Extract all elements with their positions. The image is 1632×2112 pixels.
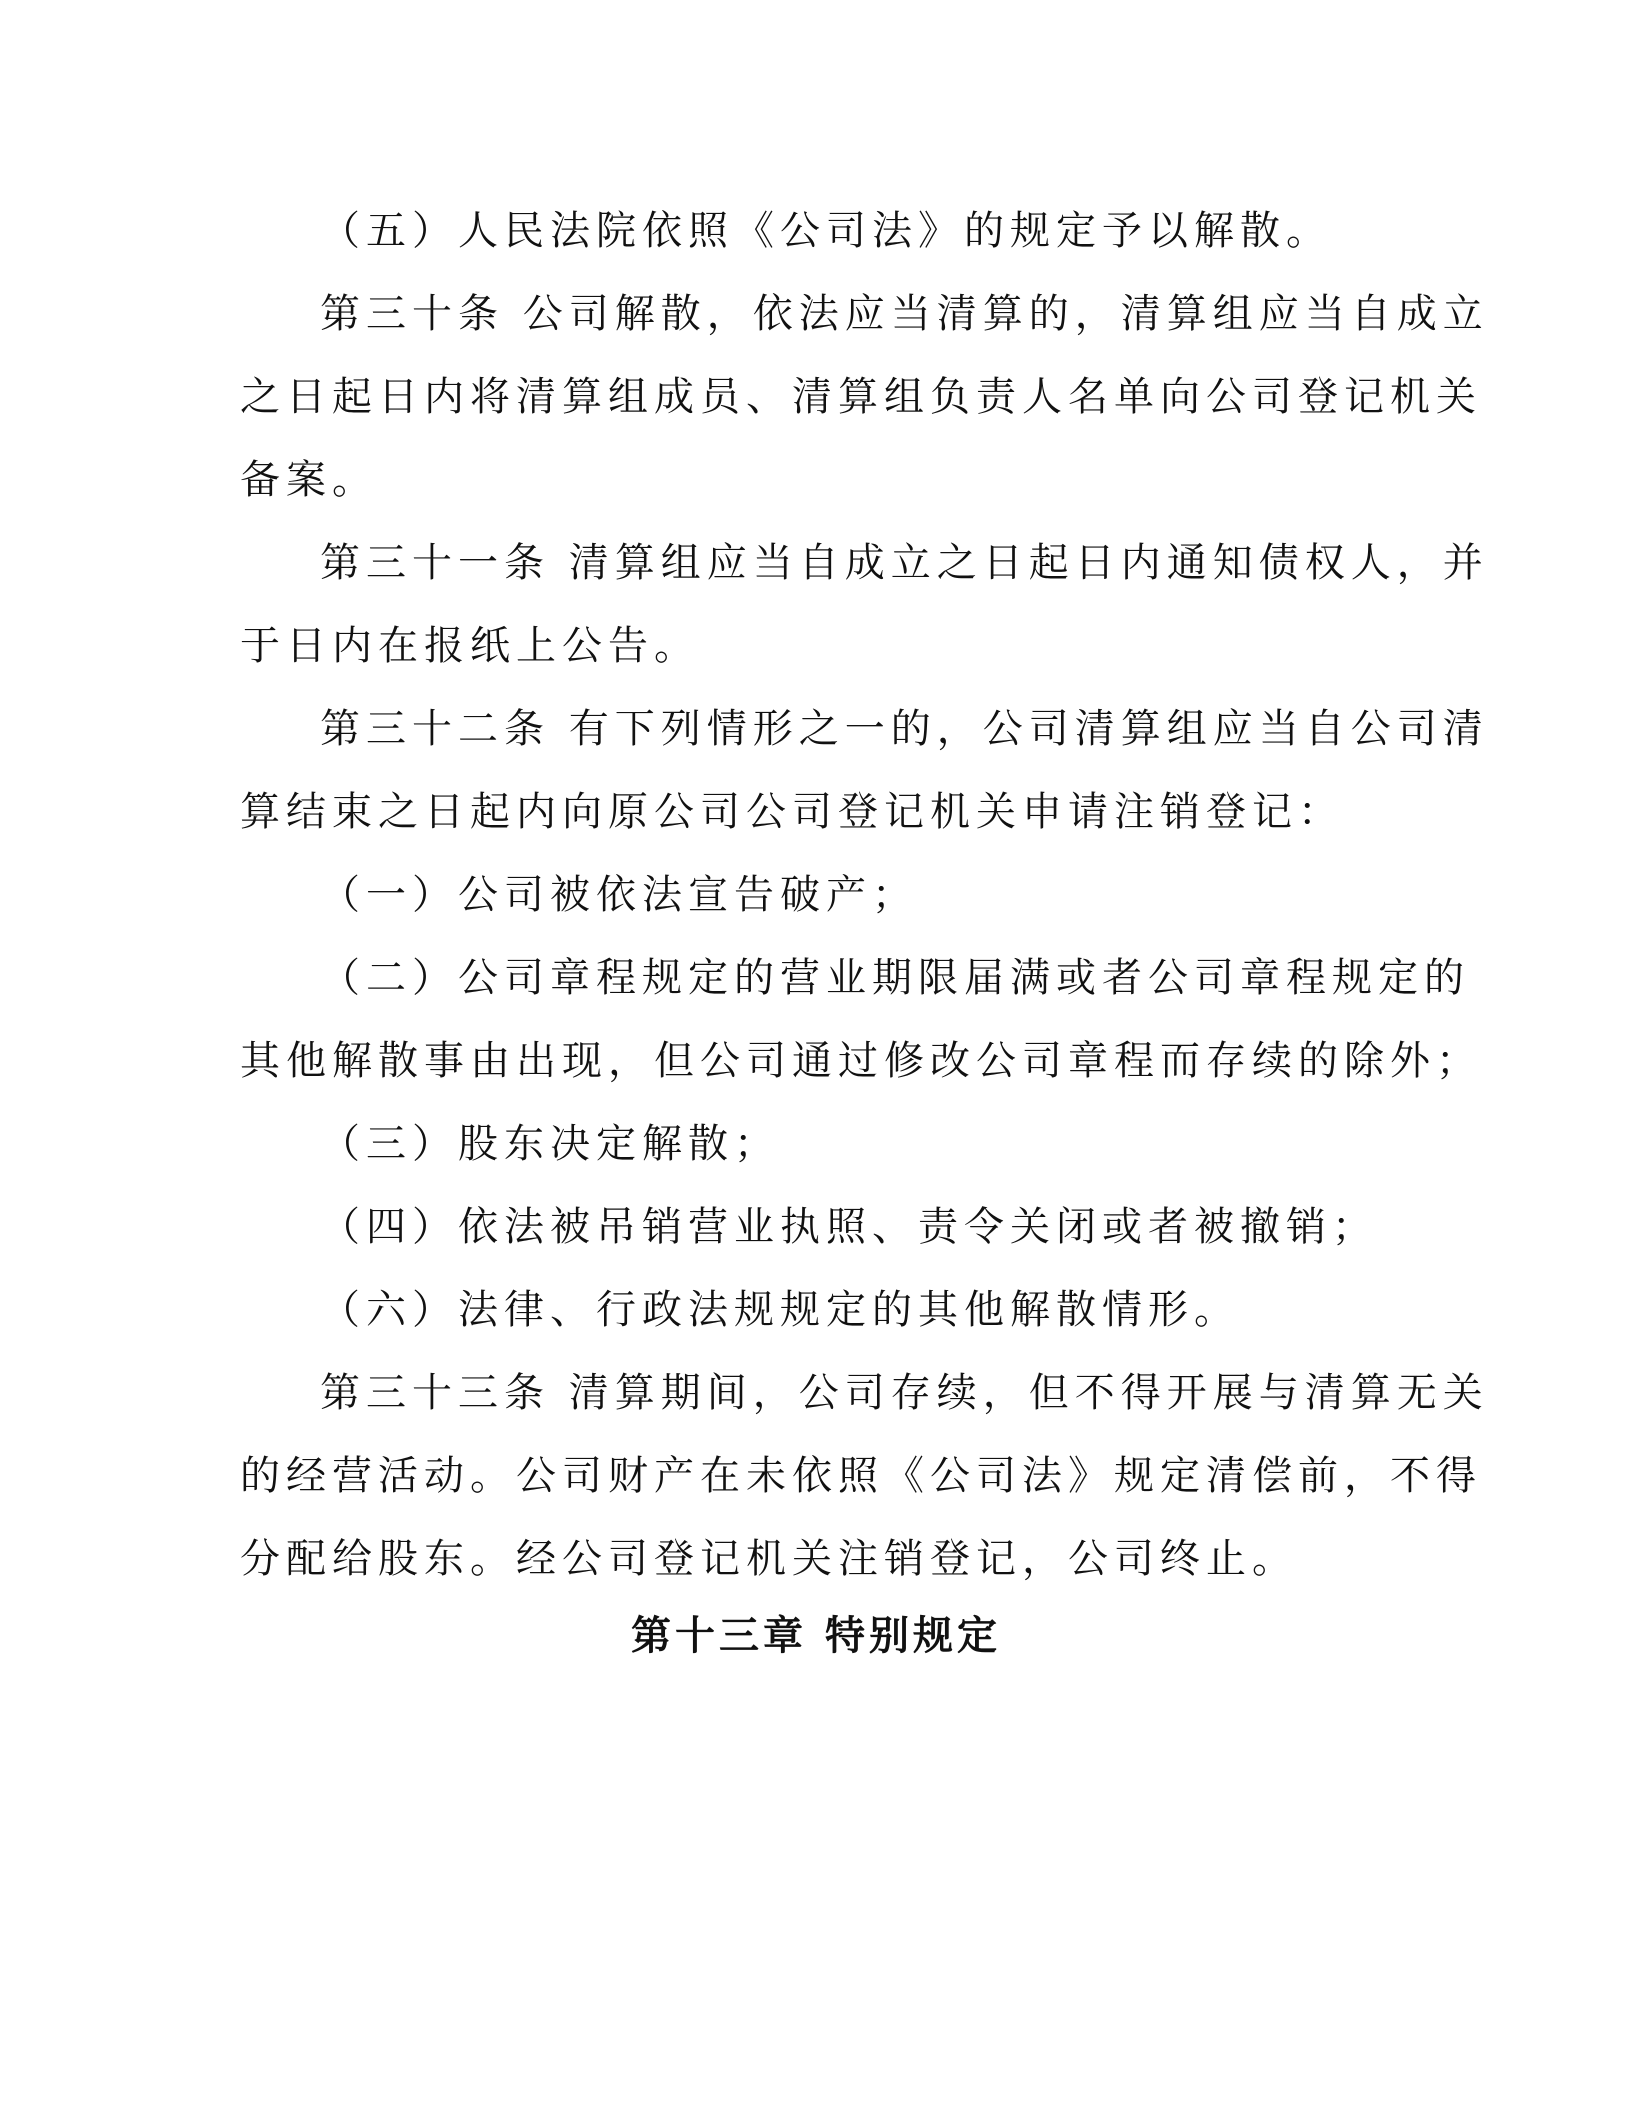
list-item-4: （四）依法被吊销营业执照、责令关闭或者被撤销；: [320, 1204, 1378, 1250]
list-item-6: （六）法律、行政法规规定的其他解散情形。: [320, 1287, 1240, 1333]
list-item-1: （一）公司被依法宣告破产；: [320, 872, 918, 918]
article-30-line-1: 第三十条 公司解散，依法应当清算的，清算组应当自成立: [320, 291, 1489, 337]
article-31-line-2: 于日内在报纸上公告。: [240, 623, 700, 669]
article-31-line-1: 第三十一条 清算组应当自成立之日起日内通知债权人，并: [320, 540, 1489, 586]
article-30-line-3: 备案。: [240, 457, 378, 503]
list-item-3: （三）股东决定解散；: [320, 1121, 780, 1167]
article-30-line-2: 之日起日内将清算组成员、清算组负责人名单向公司登记机关: [240, 374, 1482, 420]
article-33-line-2: 的经营活动。公司财产在未依照《公司法》规定清偿前，不得: [240, 1453, 1482, 1499]
list-item-2-line-1: （二）公司章程规定的营业期限届满或者公司章程规定的: [320, 955, 1470, 1001]
chapter-heading: 第十三章 特别规定: [631, 1612, 1001, 1659]
article-32-line-1: 第三十二条 有下列情形之一的，公司清算组应当自公司清: [320, 706, 1489, 752]
paragraph-line: （五）人民法院依照《公司法》的规定予以解散。: [320, 208, 1332, 254]
list-item-2-line-2: 其他解散事由出现，但公司通过修改公司章程而存续的除外；: [240, 1038, 1482, 1084]
article-33-line-3: 分配给股东。经公司登记机关注销登记，公司终止。: [240, 1536, 1298, 1582]
article-32-line-2: 算结束之日起内向原公司公司登记机关申请注销登记：: [240, 789, 1344, 835]
article-33-line-1: 第三十三条 清算期间，公司存续，但不得开展与清算无关: [320, 1370, 1489, 1416]
